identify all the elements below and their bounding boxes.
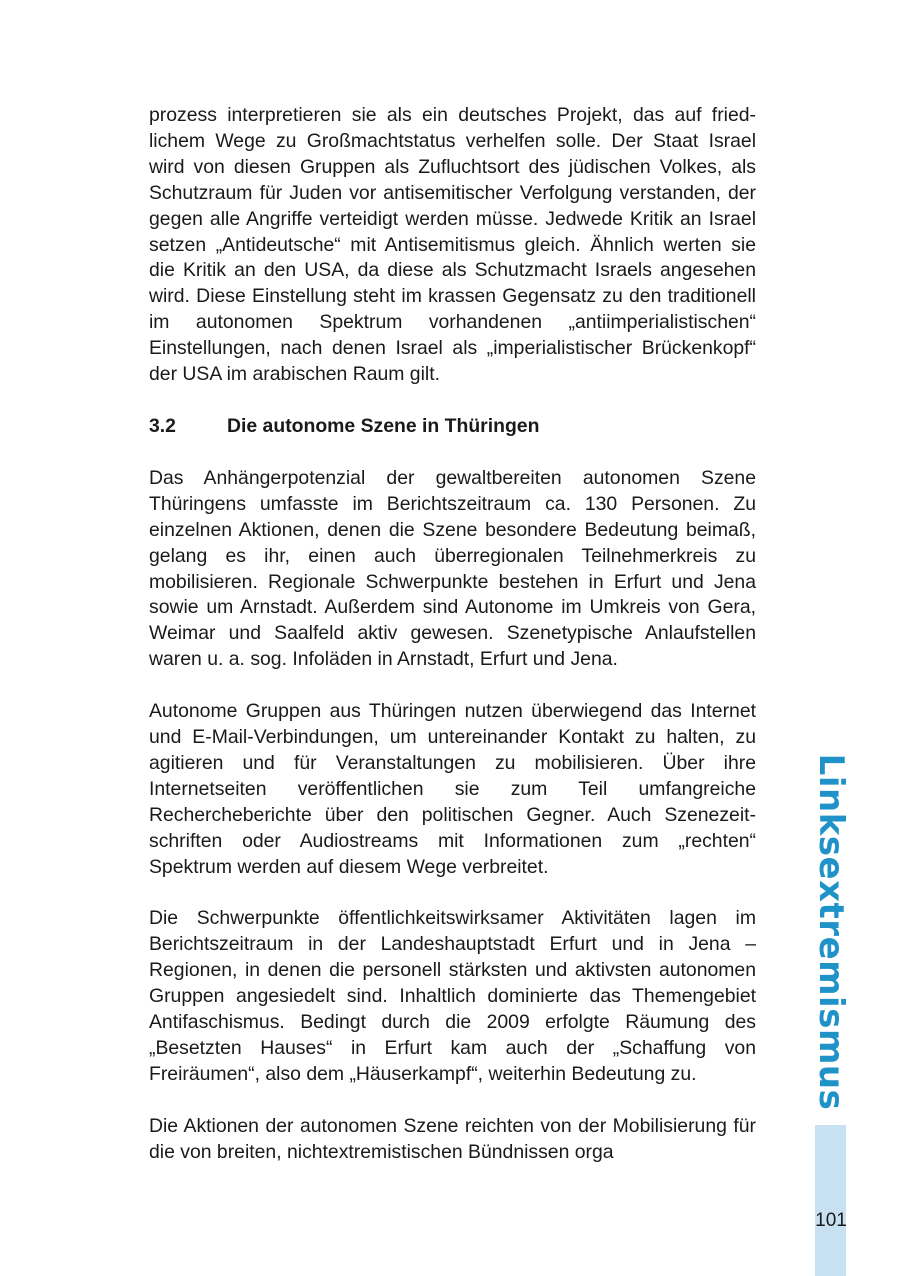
- body-text: [149, 103, 756, 1166]
- paragraph-internet: Autonome Gruppen aus Thüringen nutzen überwiegend das Internet und E-Mail-Verbindungen, um untereinander Kontakt zu halten, zu agitieren und für Veranstaltungen zu mobilisieren. Über ihre Internetseiten veröffentlichen sie zum Teil umfangreiche Rechercheberichte über den politischen Gegner. Auch Szenezeitschriften oder Audiostreams mit Informationen zum „rechten“ Spektrum werden auf diesem Wege verbreitet.: [149, 700, 756, 878]
- side-label-text: Linksextremismus: [811, 753, 851, 1111]
- paragraph-aktionen: Die Aktionen der autonomen Szene reichten von der Mobilisierung für die von breiten, nichtextremistischen Bündnissen orga: [149, 1114, 756, 1163]
- page-number: 101: [815, 1210, 847, 1231]
- section-heading: [149, 414, 756, 440]
- paragraph-anhaengerpotenzial: Das Anhängerpotenzial der gewaltbereiten autonomen Szene Thüringens umfasste im Berichtszeitraum ca. 130 Personen. Zu einzelnen Aktionen, denen die Szene besondere Bedeutung beimaß, gelang es ihr, einen auch überregionalen Teilnehmerkreis zu mobilisieren. Regionale Schwerpunkte bestehen in Erfurt und Jena sowie um Arnstadt. Außerdem sind Autonome im Umkreis von Gera, Weimar und Saalfeld aktiv gewesen. Szenetypische Anlaufstellen waren u. a. sog. Infoläden in Arnstadt, Erfurt und Jena.: [149, 466, 756, 671]
- paragraph-schwerpunkte: Die Schwerpunkte öffentlichkeitswirksamer Aktivitäten lagen im Berichtszeitraum in der Landeshauptstadt Erfurt und in Jena – Regionen, in denen die personell stärksten und aktivsten autonomen Gruppen angesiedelt sind. Inhaltlich dominierte das Themengebiet Antifaschismus. Bedingt durch die 2009 erfolgte Räumung des „Besetzten Hauses“ in Erfurt kam auch der „Schaffung von Freiräumen“, also dem „Häuserkampf“, weiterhin Bedeutung zu.: [149, 907, 756, 1085]
- section-number: 3.2: [149, 414, 176, 437]
- paragraph-israel: prozess interpretieren sie als ein deutsches Projekt, das auf friedlichem Wege zu Großmachtstatus verhelfen solle. Der Staat Israel wird von diesen Gruppen als Zufluchtsort des jüdischen Volkes, als Schutzraum für Juden vor antisemitischer Verfolgung verstanden, der gegen alle Angriffe verteidigt werden müsse. Jedwede Kritik an Israel setzen „Antideutsche“ mit Antisemitismus gleich. Ähnlich werten sie die Kritik an den USA, da diese als Schutzmacht Israels angesehen wird. Diese Einstellung steht im krassen Gegensatz zu den traditionell im autonomen Spektrum vorhandenen „antiimperialistischen“ Einstellungen, nach denen Israel als „imperialistischer Brückenkopf“ der USA im arabischen Raum gilt.: [149, 104, 756, 386]
- section-title: Die autonome Szene in Thüringen: [227, 414, 540, 437]
- section-side-label: [811, 753, 851, 1111]
- page-tab: [815, 1125, 846, 1276]
